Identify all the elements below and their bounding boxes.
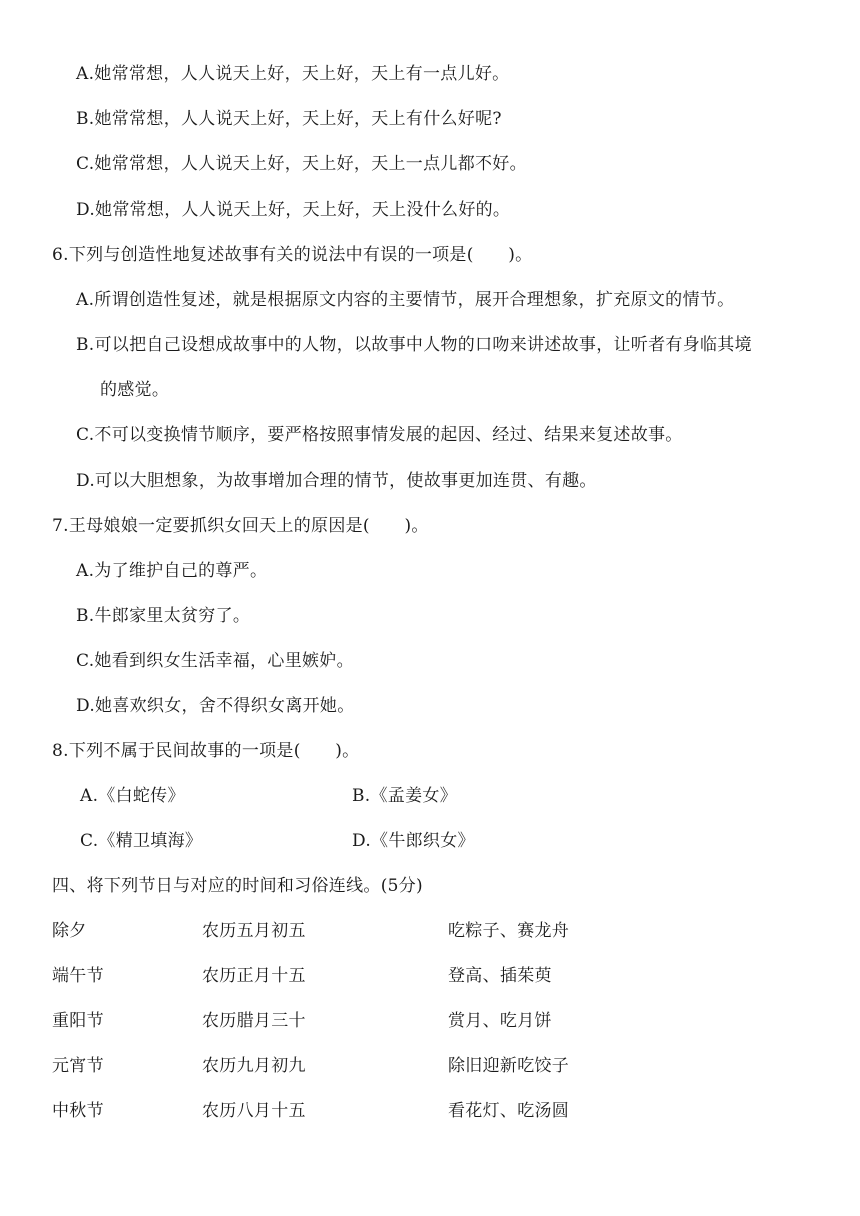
festival-item: 除夕 — [52, 921, 87, 941]
festival-item: 元宵节 — [52, 1056, 104, 1076]
q5-option-c: C.她常常想，人人说天上好，天上好，天上一点儿都不好。 — [76, 154, 527, 174]
q8-option-c: C.《精卫填海》 — [80, 831, 203, 851]
q6-stem: 6.下列与创造性地复述故事有关的说法中有误的一项是( )。 — [52, 245, 533, 265]
q6-option-c: C.不可以变换情节顺序，要严格按照事情发展的起因、经过、结果来复述故事。 — [76, 425, 683, 445]
q7-option-d: D.她喜欢织女，舍不得织女离开她。 — [76, 696, 355, 716]
q7-option-b: B.牛郎家里太贫穷了。 — [76, 606, 251, 626]
date-item: 农历八月十五 — [202, 1101, 306, 1121]
custom-item: 除旧迎新吃饺子 — [448, 1056, 570, 1076]
q7-stem: 7.王母娘娘一定要抓织女回天上的原因是( )。 — [52, 516, 429, 536]
date-item: 农历正月十五 — [202, 966, 306, 986]
q7-option-c: C.她看到织女生活幸福，心里嫉妒。 — [76, 651, 354, 671]
q5-option-b: B.她常常想，人人说天上好，天上好，天上有什么好呢? — [76, 109, 502, 129]
q7-option-a: A.为了维护自己的尊严。 — [76, 561, 268, 581]
q5-option-d: D.她常常想，人人说天上好，天上好，天上没什么好的。 — [76, 200, 511, 220]
q6-option-a: A.所谓创造性复述，就是根据原文内容的主要情节，展开合理想象，扩充原文的情节。 — [76, 290, 735, 310]
section4-title: 四、将下列节日与对应的时间和习俗连线。(5分) — [52, 876, 423, 896]
custom-item: 赏月、吃月饼 — [448, 1011, 552, 1031]
custom-item: 看花灯、吃汤圆 — [448, 1101, 570, 1121]
festival-item: 中秋节 — [52, 1101, 104, 1121]
q8-option-a: A.《白蛇传》 — [80, 786, 185, 806]
date-item: 农历九月初九 — [202, 1056, 306, 1076]
q6-option-b-continued: 的感觉。 — [100, 380, 170, 400]
q6-option-d: D.可以大胆想象，为故事增加合理的情节，使故事更加连贯、有趣。 — [76, 471, 597, 491]
q8-option-b: B.《孟姜女》 — [352, 786, 457, 806]
q6-option-b: B.可以把自己设想成故事中的人物，以故事中人物的口吻来讲述故事，让听者有身临其境 — [76, 335, 752, 355]
q8-option-d: D.《牛郎织女》 — [352, 831, 475, 851]
custom-item: 吃粽子、赛龙舟 — [448, 921, 570, 941]
q8-stem: 8.下列不属于民间故事的一项是( )。 — [52, 741, 360, 761]
date-item: 农历五月初五 — [202, 921, 306, 941]
custom-item: 登高、插茱萸 — [448, 966, 552, 986]
q5-option-a: A.她常常想，人人说天上好，天上好，天上有一点儿好。 — [76, 64, 510, 84]
festival-item: 重阳节 — [52, 1011, 104, 1031]
festival-item: 端午节 — [52, 966, 104, 986]
date-item: 农历腊月三十 — [202, 1011, 306, 1031]
